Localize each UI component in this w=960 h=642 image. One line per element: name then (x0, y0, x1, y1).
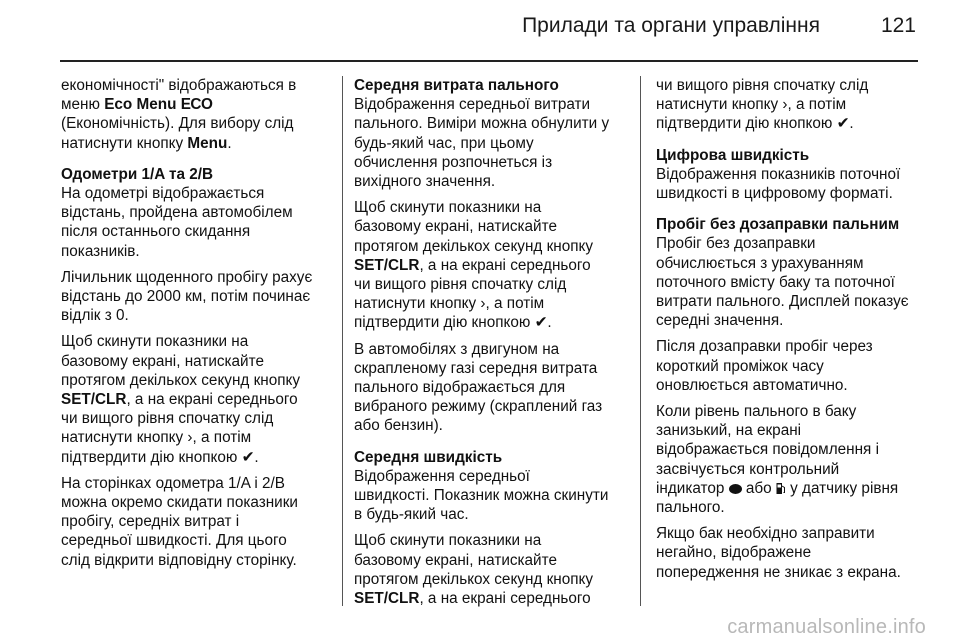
paragraph-trip-counter: Лічильник щоденного пробігу рахує відстань до 2000 км, потім починає відлік з 0. (61, 268, 313, 325)
checkmark-icon: ✔ (534, 314, 548, 332)
column-3 (656, 76, 921, 589)
page-header (0, 0, 960, 64)
header-rule (60, 60, 918, 62)
page-number: 121 (880, 14, 916, 37)
heading-average-speed: Середня швидкість (354, 448, 503, 466)
column-1 (61, 76, 336, 577)
paragraph-odometer: На одометрі відображається відстань, пройдена автомобілем після останнього скидання показників. (61, 185, 293, 260)
menu-button-label: Menu (187, 134, 228, 152)
eco-symbol: ECO (180, 96, 213, 114)
watermark: carmanualsonline.info (727, 616, 926, 638)
paragraph-lpg: В автомобілях з двигуном на скрапленому газі середня витрата пального відображається для вибраного режиму (скраплений газ або бензин). (354, 340, 603, 435)
paragraph-odometer-pages: На сторінках одометра 1/A і 2/B можна окремо скидати показники пробігу, середніх витрат і середньої швидкості. Для цього слід відкрити відповідну сторінку. (61, 474, 298, 569)
chevron-right-icon: › (782, 96, 788, 114)
heading-average-consumption: Середня витрата пального (354, 77, 559, 94)
intro-paragraph: економічності" відображаються в меню Eco Menu ECO (Економічність). Для вибору слід натиснути кнопку Menu. (61, 77, 297, 152)
set-clr-label: SET/CLR (354, 590, 420, 608)
fuel-pump-icon (776, 482, 786, 495)
paragraph-range: Пробіг без дозаправки обчислюється з урахуванням поточного вмісту баку та поточної витрати пального. Дисплей показує середні значення. (656, 235, 909, 330)
checkmark-icon: ✔ (241, 448, 255, 466)
page-footer (0, 610, 960, 642)
heading-range: Пробіг без дозаправки пальним (656, 216, 900, 234)
paragraph-refuel-warning: Якщо бак необхідно заправити негайно, відображене попередження не зникає з екрана. (656, 525, 901, 581)
paragraph-reset-speed-continued: чи вищого рівня спочатку слід натиснути кнопку ›, а потім підтвердити дію кнопкою ✔. (656, 77, 869, 133)
heading-digital-speed: Цифрова швидкість (656, 146, 810, 164)
paragraph-reset-odometer: Щоб скинути показники на базовому екрані, натискайте протягом декількох секунд кнопку SET/CLR, а на екрані середнього чи вищого рівня спочатку слід натиснути кнопку ›, а потім підтвердити дію кнопкою ✔. (61, 333, 301, 466)
column-2 (354, 76, 629, 615)
paragraph-refuel-update: Після дозаправки пробіг через короткий проміжок часу оновлюється автоматично. (656, 338, 873, 394)
column-divider-1 (342, 76, 343, 606)
column-divider-2 (640, 76, 641, 606)
paragraph-reset-consumption: Щоб скинути показники на базовому екрані, натискайте протягом декількох секунд кнопку SET/CLR, а на екрані середнього чи вищого рівня спочатку слід натиснути кнопку ›, а потім підтвердити дію кнопкою ✔. (354, 199, 594, 332)
page-title: Прилади та органи управління (522, 14, 820, 37)
paragraph-average-speed: Відображення середньої швидкості. Показник можна скинути в будь-який час. (354, 467, 609, 524)
checkmark-icon: ✔ (836, 115, 850, 133)
set-clr-label: SET/CLR (61, 391, 127, 409)
eco-menu-label: Eco Menu (104, 96, 181, 114)
paragraph-low-fuel: Коли рівень пального в баку занизький, на екрані відображається повідомлення і засвічується контрольний індикатор або у датчику рівня пального. (656, 403, 899, 517)
chevron-right-icon: › (187, 429, 193, 447)
heading-odometers: Одометри 1/A та 2/B (61, 165, 214, 183)
fuel-indicator-dot-icon (729, 484, 742, 494)
chevron-right-icon: › (480, 295, 486, 313)
paragraph-reset-speed: Щоб скинути показники на базовому екрані, натискайте протягом декількох секунд кнопку SET/CLR, а на екрані середнього (354, 532, 594, 608)
set-clr-label: SET/CLR (354, 256, 420, 274)
paragraph-average-consumption: Відображення середньої витрати пального. Виміри можна обнулити у будь-який час, при цьому обчислення розпочнеться із вихідного значення. (354, 96, 610, 191)
paragraph-digital-speed: Відображення показників поточної швидкості в цифровому форматі. (656, 165, 901, 203)
